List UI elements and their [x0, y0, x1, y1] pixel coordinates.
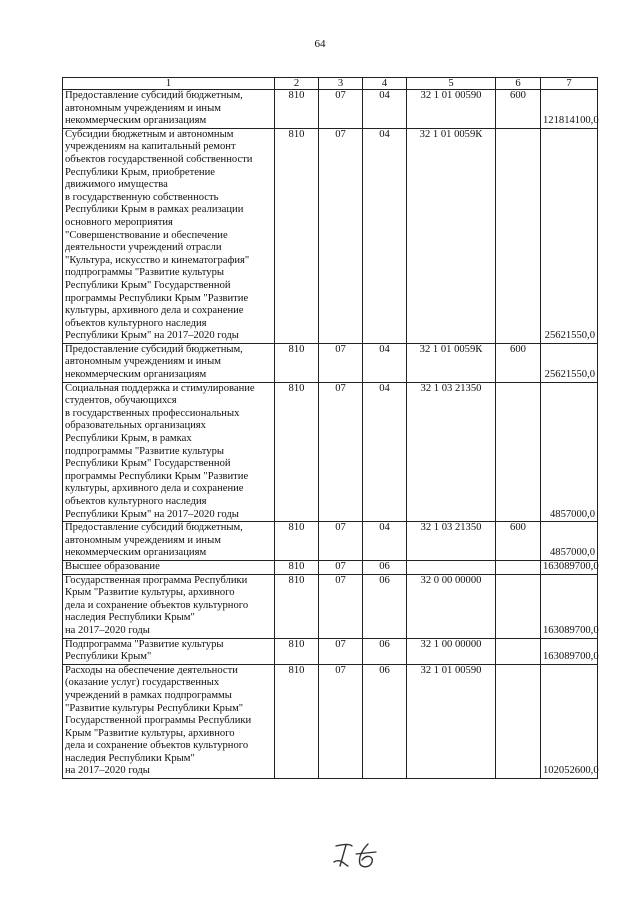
code-cell: 32 1 03 21350 [407, 382, 496, 522]
column-header: 2 [275, 78, 319, 90]
code-cell: 810 [275, 343, 319, 382]
table-row [63, 382, 598, 522]
code-cell: 810 [275, 560, 319, 574]
code-cell: 32 1 03 21350 [407, 522, 496, 561]
code-cell: 07 [319, 382, 363, 522]
code-cell: 810 [275, 382, 319, 522]
code-cell: 810 [275, 574, 319, 638]
code-cell: 32 1 01 00590 [407, 90, 496, 129]
table-row [63, 343, 598, 382]
column-header: 7 [541, 78, 598, 90]
code-cell: 32 0 00 00000 [407, 574, 496, 638]
amount-cell: 121814100,0 [541, 90, 598, 129]
code-cell [496, 638, 541, 664]
code-cell: 07 [319, 638, 363, 664]
row-name-cell: Предоставление субсидий бюджетным, автономным учреждениям и иным некоммерческим организациям [63, 522, 275, 561]
amount-cell: 163089700,0 [541, 560, 598, 574]
code-cell [407, 560, 496, 574]
code-cell [496, 382, 541, 522]
row-name-cell: Подпрограмма "Развитие культуры Республики Крым" [63, 638, 275, 664]
code-cell: 600 [496, 343, 541, 382]
code-cell: 06 [363, 638, 407, 664]
amount-cell: 163089700,0 [541, 574, 598, 638]
code-cell: 07 [319, 664, 363, 778]
budget-table [62, 77, 598, 779]
code-cell: 04 [363, 90, 407, 129]
code-cell [496, 560, 541, 574]
page-number: 64 [314, 38, 326, 50]
code-cell [496, 664, 541, 778]
row-name-cell: Государственная программа Республики Крым "Развитие культуры, архивного дела и сохранение объектов культурного наследия Республики Крым" на 2017–2020 годы [63, 574, 275, 638]
row-name-cell: Субсидии бюджетным и автономным учреждениям на капитальный ремонт объектов государственной собственности Республики Крым, приобретение движимого имущества в государственную собственность Республики Крым в рамках реализации основного мероприятия "Совершенствование и обеспечение деятельности учреждений отрасли "Культура, искусство и кинематография" подпрограммы "Развитие культуры Республики Крым" Государственной программы Республики Крым "Развитие культуры, архивного дела и сохранение объектов культурного наследия Республики Крым" на 2017–2020 годы [63, 128, 275, 343]
table-row [63, 638, 598, 664]
code-cell [496, 128, 541, 343]
amount-cell: 4857000,0 [541, 382, 598, 522]
code-cell: 600 [496, 90, 541, 129]
column-header: 1 [63, 78, 275, 90]
code-cell: 32 1 01 0059К [407, 343, 496, 382]
row-name-cell: Расходы на обеспечение деятельности (оказание услуг) государственных учреждений в рамках подпрограммы "Развитие культуры Республики Крым" Государственной программы Республики Крым "Развитие культуры, архивного дела и сохранение объектов культурного наследия Республики Крым" на 2017–2020 годы [63, 664, 275, 778]
code-cell: 07 [319, 90, 363, 129]
table-row [63, 128, 598, 343]
code-cell [496, 574, 541, 638]
code-cell: 07 [319, 522, 363, 561]
code-cell: 32 1 01 00590 [407, 664, 496, 778]
table-row [63, 664, 598, 778]
code-cell: 04 [363, 343, 407, 382]
code-cell: 32 1 01 0059К [407, 128, 496, 343]
code-cell: 07 [319, 343, 363, 382]
code-cell: 810 [275, 128, 319, 343]
code-cell: 810 [275, 638, 319, 664]
code-cell: 810 [275, 664, 319, 778]
amount-cell: 25621550,0 [541, 128, 598, 343]
row-name-cell: Социальная поддержка и стимулирование студентов, обучающихся в государственных профессиональных образовательных организациях Республики Крым, в рамках подпрограммы "Развитие культуры Республики Крым" Государственной программы Республики Крым "Развитие культуры, архивного дела и сохранение объектов культурного наследия Республики Крым" на 2017–2020 годы [63, 382, 275, 522]
handwritten-page-mark [330, 840, 390, 870]
amount-cell: 163089700,0 [541, 638, 598, 664]
code-cell: 600 [496, 522, 541, 561]
code-cell: 810 [275, 90, 319, 129]
table-row [63, 574, 598, 638]
row-name-cell: Предоставление субсидий бюджетным, автономным учреждениям и иным некоммерческим организациям [63, 90, 275, 129]
table-row [63, 90, 598, 129]
code-cell: 07 [319, 128, 363, 343]
header-row [63, 78, 598, 90]
code-cell: 810 [275, 522, 319, 561]
column-header: 4 [363, 78, 407, 90]
table-row [63, 522, 598, 561]
row-name-cell: Высшее образование [63, 560, 275, 574]
code-cell: 32 1 00 00000 [407, 638, 496, 664]
code-cell: 07 [319, 574, 363, 638]
code-cell: 04 [363, 522, 407, 561]
code-cell: 04 [363, 128, 407, 343]
column-header: 3 [319, 78, 363, 90]
amount-cell: 102052600,0 [541, 664, 598, 778]
column-header: 5 [407, 78, 496, 90]
amount-cell: 4857000,0 [541, 522, 598, 561]
table-row [63, 560, 598, 574]
column-header: 6 [496, 78, 541, 90]
code-cell: 06 [363, 574, 407, 638]
row-name-cell: Предоставление субсидий бюджетным, автономным учреждениям и иным некоммерческим организациям [63, 343, 275, 382]
code-cell: 04 [363, 382, 407, 522]
code-cell: 07 [319, 560, 363, 574]
code-cell: 06 [363, 664, 407, 778]
code-cell: 06 [363, 560, 407, 574]
amount-cell: 25621550,0 [541, 343, 598, 382]
